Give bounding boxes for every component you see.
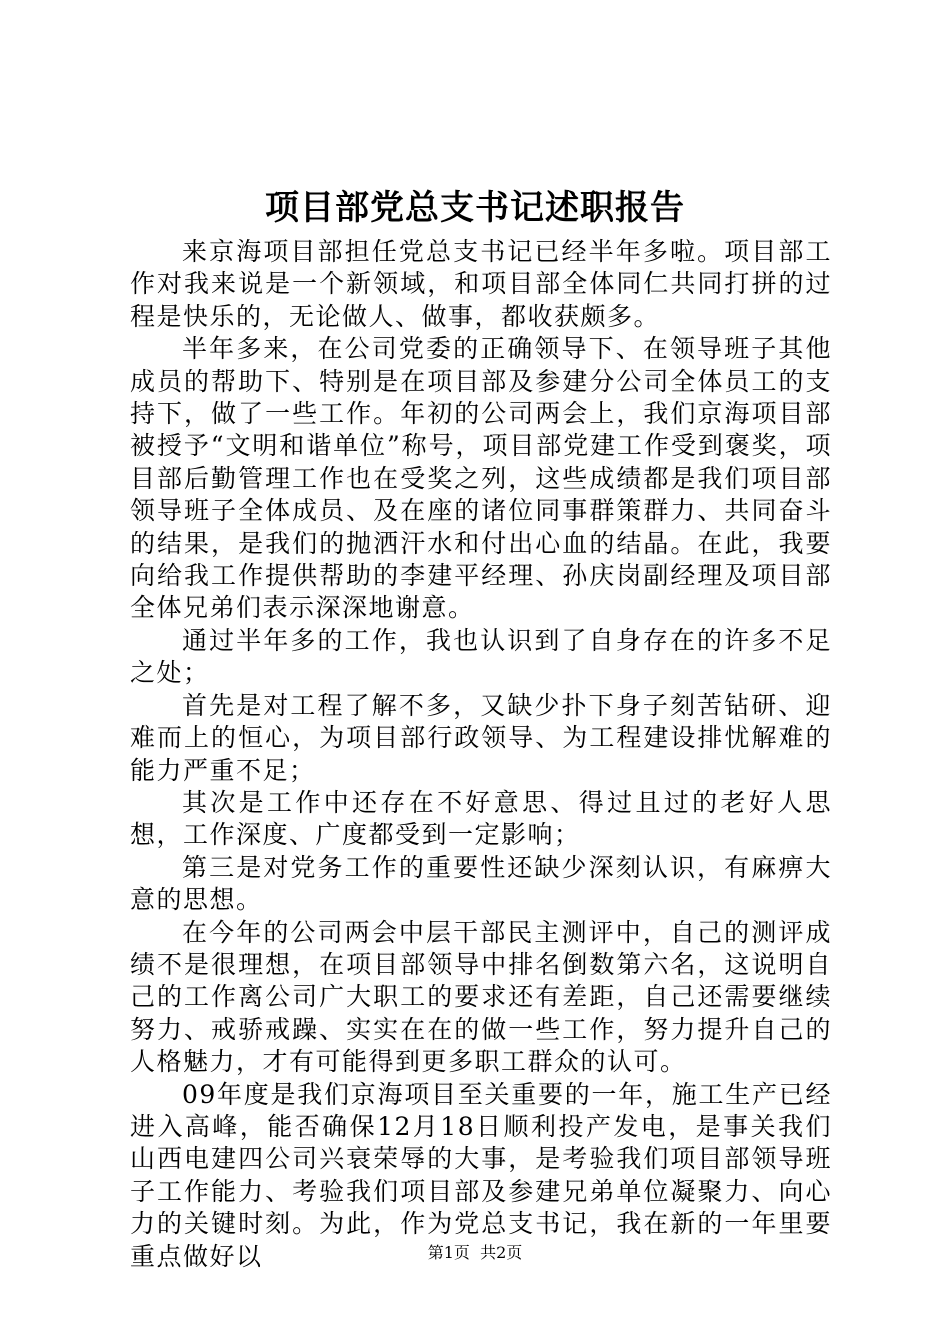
- page-total: 共2页: [480, 1243, 523, 1262]
- page-number: 第1页: [427, 1243, 470, 1262]
- paragraph: 首先是对工程了解不多，又缺少扑下身子刻苦钻研、迎难而上的恒心，为项目部行政领导、为工程建设排忧解难的能力严重不足；: [130, 690, 832, 785]
- paragraph: 在今年的公司两会中层干部民主测评中，自己的测评成绩不是很理想，在项目部领导中排名倒数第六名，这说明自己的工作离公司广大职工的要求还有差距，自己还需要继续努力、戒骄戒躁、实实在在的做一些工作，努力提升自己的人格魅力，才有可能得到更多职工群众的认可。: [130, 917, 832, 1077]
- page-footer: [0, 1242, 950, 1264]
- paragraph: 09年度是我们京海项目至关重要的一年，施工生产已经进入高峰，能否确保12月18日顺利投产发电，是事关我们山西电建四公司兴衰荣辱的大事，是考验我们项目部领导班子工作能力、考验我们项目部及参建兄弟单位凝聚力、向心力的关键时刻。为此，作为党总支书记，我在新的一年里要重点做好以: [130, 1079, 832, 1271]
- document-title: 项目部党总支书记述职报告: [265, 188, 685, 228]
- document-body: [130, 236, 832, 1273]
- paragraph: 来京海项目部担任党总支书记已经半年多啦。项目部工作对我来说是一个新领域，和项目部全体同仁共同打拼的过程是快乐的，无论做人、做事，都收获颇多。: [130, 237, 832, 331]
- paragraph: 其次是工作中还存在不好意思、得过且过的老好人思想，工作深度、广度都受到一定影响；: [130, 787, 832, 850]
- paragraph: 第三是对党务工作的重要性还缺少深刻认识，有麻痹大意的思想。: [130, 852, 832, 915]
- paragraph: 通过半年多的工作，我也认识到了自身存在的许多不足之处；: [130, 625, 832, 688]
- paragraph: 半年多来，在公司党委的正确领导下、在领导班子其他成员的帮助下、特别是在项目部及参建分公司全体员工的支持下，做了一些工作。年初的公司两会上，我们京海项目部被授予“文明和谐单位”称号，项目部党建工作受到褒奖，项目部后勤管理工作也在受奖之列，这些成绩都是我们项目部领导班子全体成员、及在座的诸位同事群策群力、共同奋斗的结果，是我们的抛洒汗水和付出心血的结晶。在此，我要向给我工作提供帮助的李建平经理、孙庆岗副经理及项目部全体兄弟们表示深深地谢意。: [130, 334, 832, 623]
